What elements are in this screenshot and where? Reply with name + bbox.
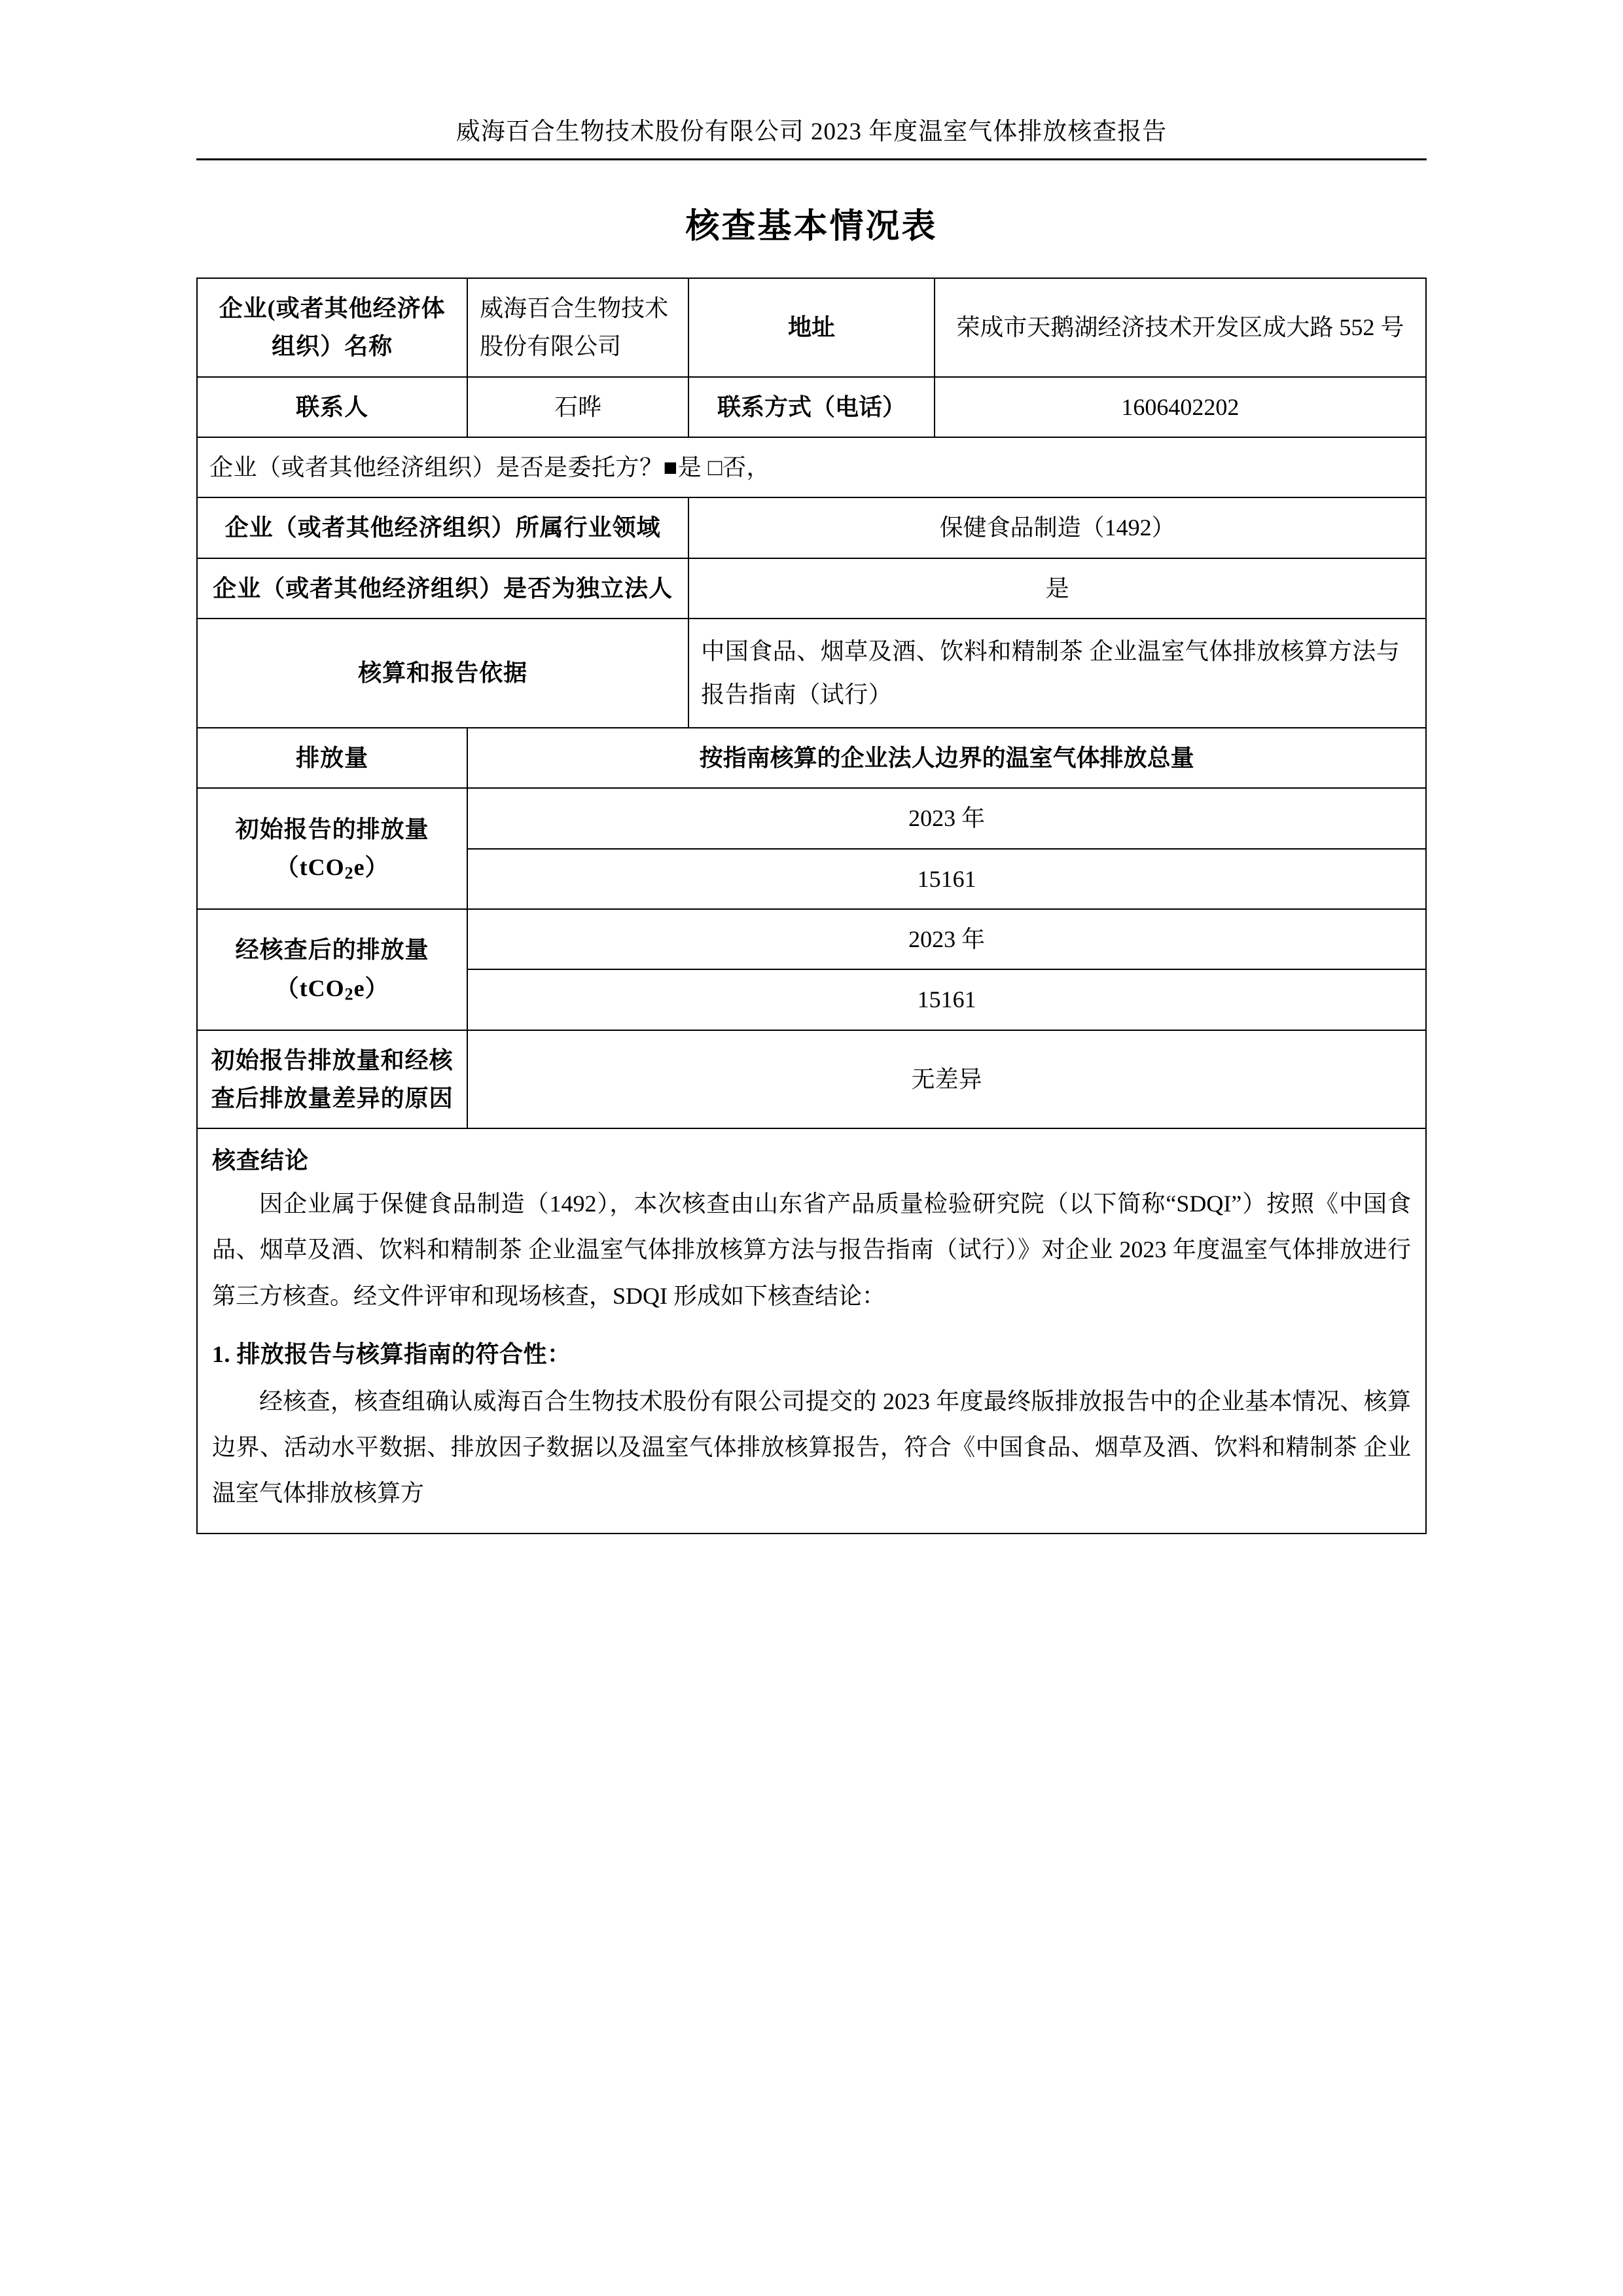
- table-row: [197, 558, 1426, 619]
- legal-entity-label: 企业（或者其他经济组织）是否为独立法人: [197, 558, 688, 619]
- difference-reason-value: 无差异: [467, 1030, 1426, 1129]
- phone-label: 联系方式（电话）: [688, 377, 935, 437]
- address-value: 荣成市天鹅湖经济技术开发区成大路 552 号: [935, 278, 1426, 377]
- initial-report-year: 2023 年: [467, 788, 1426, 848]
- verified-report-label: 经核查后的排放量（tCO$_2$e）: [197, 909, 467, 1030]
- legal-entity-value: 是: [688, 558, 1426, 619]
- conclusion-section-1-paragraph: 经核查，核查组确认威海百合生物技术股份有限公司提交的 2023 年度最终版排放报告中的企业基本情况、核算边界、活动水平数据、排放因子数据以及温室气体排放核算报告，符合《中国食品、烟草及酒、饮料和精制茶 企业温室气体排放核算方: [212, 1388, 1411, 1507]
- industry-value: 保健食品制造（1492）: [688, 497, 1426, 558]
- verified-report-amount: 15161: [467, 969, 1426, 1030]
- company-name-label: 企业(或者其他经济体组织）名称: [197, 278, 467, 377]
- address-label: 地址: [688, 278, 935, 377]
- company-name-value: 威海百合生物技术股份有限公司: [467, 278, 688, 377]
- accounting-basis-value: 中国食品、烟草及酒、饮料和精制茶 企业温室气体排放核算方法与报告指南（试行）: [688, 619, 1426, 728]
- conclusion-heading: 核查结论: [212, 1147, 310, 1174]
- emission-total-header: 按指南核算的企业法人边界的温室气体排放总量: [467, 728, 1426, 788]
- accounting-basis-label: 核算和报告依据: [197, 619, 688, 728]
- initial-report-label: 初始报告的排放量（tCO$_2$e）: [197, 788, 467, 909]
- verified-report-year: 2023 年: [467, 909, 1426, 969]
- initial-report-amount: 15161: [467, 849, 1426, 909]
- table-row: [197, 1030, 1426, 1129]
- running-header: 威海百合生物技术股份有限公司 2023 年度温室气体排放核查报告: [196, 111, 1427, 160]
- table-row: [197, 278, 1426, 377]
- conclusion-section-1-title: 1. 排放报告与核算指南的符合性：: [212, 1340, 571, 1367]
- industry-label: 企业（或者其他经济组织）所属行业领域: [197, 497, 688, 558]
- table-row: [197, 497, 1426, 558]
- contact-label: 联系人: [197, 377, 467, 437]
- table-row: [197, 788, 1426, 848]
- table-row: [197, 377, 1426, 437]
- verification-basic-info-table: [196, 278, 1427, 1129]
- contact-value: 石晔: [467, 377, 688, 437]
- table-row: [197, 619, 1426, 728]
- phone-value: 1606402202: [935, 377, 1426, 437]
- table-row: [197, 909, 1426, 969]
- conclusion-paragraph-1: 因企业属于保健食品制造（1492），本次核查由山东省产品质量检验研究院（以下简称“SDQI”）按照《中国食品、烟草及酒、饮料和精制茶 企业温室气体排放核算方法与报告指南（试行）》对企业 2023 年度温室气体排放进行第三方核查。经文件评审和现场核查，SDQI 形成如下核查结论：: [212, 1191, 1411, 1309]
- table-row: [197, 728, 1426, 788]
- entrust-question: 企业（或者其他经济组织）是否是委托方？■是 □否，: [197, 437, 1426, 497]
- table-row: [197, 437, 1426, 497]
- page-title: 核查基本情况表: [685, 208, 938, 245]
- conclusion-section: [196, 1129, 1427, 1534]
- emission-label: 排放量: [197, 728, 467, 788]
- difference-reason-label: 初始报告排放量和经核查后排放量差异的原因: [197, 1030, 467, 1129]
